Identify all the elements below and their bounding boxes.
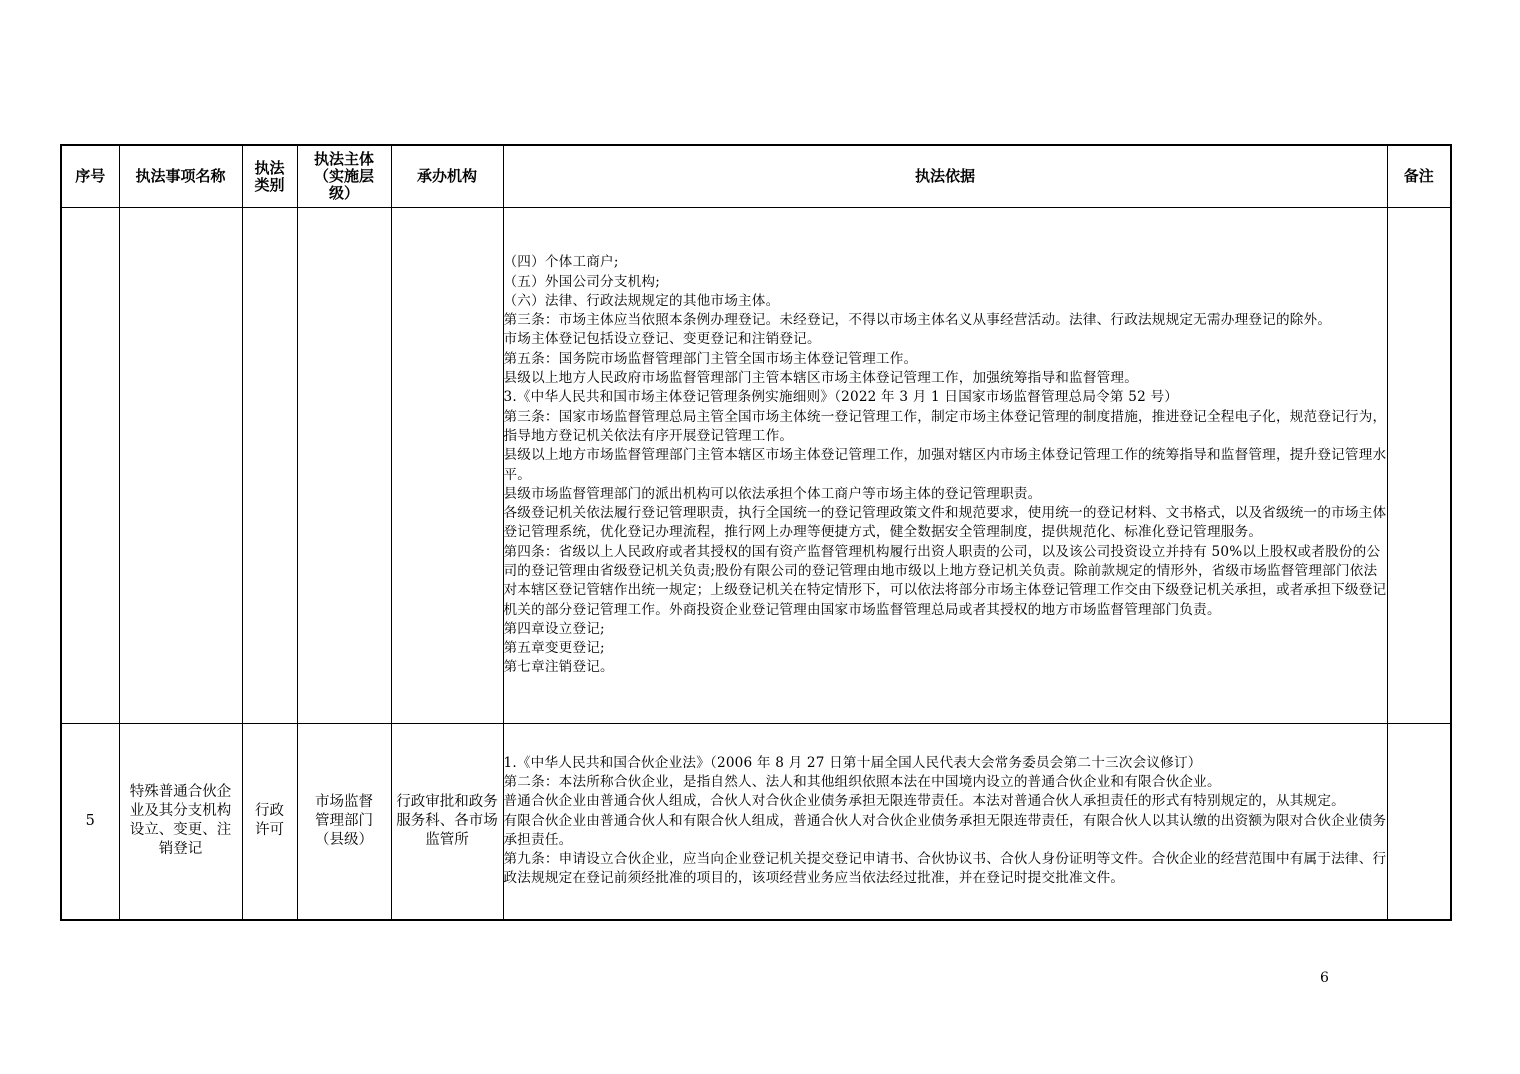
cell-item-name: 特殊普通合伙企业及其分支机构设立、变更、注销登记 (119, 724, 242, 920)
basis-line: 各级登记机关依法履行登记管理职责，执行全国统一的登记管理政策文件和规范要求，使用统一的登记材料、文书格式，以及省级统一的市场主体登记管理系统，优化登记办理流程，推行网上办理等便捷方式，健全数据安全管理制度，提供规范化、标准化登记管理服务。 (503, 505, 1387, 541)
cell-subject: 市场监督管理部门（县级） (297, 724, 391, 920)
basis-line: 有限合伙企业由普通合伙人和有限合伙人组成，普通合伙人对合伙企业债务承担无限连带责任，有限合伙人以其认缴的出资额为限对合伙企业债务承担责任。 (503, 812, 1387, 848)
basis-line: （四）个体工商户; (503, 254, 619, 271)
basis-line: （六）法律、行政法规规定的其他市场主体。 (503, 292, 780, 309)
cell-note (1387, 724, 1451, 920)
cell-basis (503, 208, 1387, 724)
basis-line: 3.《中华人民共和国市场主体登记管理条例实施细则》（2022 年 3 月 1 日国家市场监督管理总局令第 52 号） (503, 389, 1179, 406)
cell-category (242, 208, 297, 724)
basis-line: 第四章设立登记; (503, 620, 605, 637)
header-note: 备注 (1387, 145, 1451, 208)
page-number: 6 (1320, 970, 1329, 986)
basis-line: 县级以上地方人民政府市场监督管理部门主管本辖区市场主体登记管理工作，加强统筹指导和监督管理。 (503, 370, 1139, 387)
header-item-name: 执法事项名称 (119, 145, 242, 208)
header-basis: 执法依据 (503, 145, 1387, 208)
cell-note (1387, 208, 1451, 724)
basis-line: 普通合伙企业由普通合伙人组成，合伙人对合伙企业债务承担无限连带责任。本法对普通合伙人承担责任的形式有特别规定的，从其规定。 (503, 793, 1345, 810)
header-category: 执法类别 (242, 145, 297, 208)
basis-line: 第五条：国务院市场监督管理部门主管全国市场主体登记管理工作。 (503, 350, 918, 367)
header-seq: 序号 (61, 145, 119, 208)
cell-seq (61, 208, 119, 724)
basis-line: 县级以上地方市场监督管理部门主管本辖区市场主体登记管理工作，加强对辖区内市场主体登记管理工作的统筹指导和监督管理，提升登记管理水平。 (503, 447, 1387, 483)
basis-line: 第二条：本法所称合伙企业，是指自然人、法人和其他组织依照本法在中国境内设立的普通合伙企业和有限合伙企业。 (503, 774, 1221, 790)
cell-agency: 行政审批和政务服务科、各市场监管所 (391, 724, 503, 920)
cell-agency (391, 208, 503, 724)
basis-line: 第九条：申请设立合伙企业，应当向企业登记机关提交登记申请书、合伙协议书、合伙人身份证明等文件。合伙企业的经营范围中有属于法律、行政法规规定在登记前须经批准的项目的，该项经营业务应当依法经过批准，并在登记时提交批准文件。 (503, 851, 1387, 887)
enforcement-table (60, 144, 1452, 921)
cell-item-name (119, 208, 242, 724)
table-row (61, 724, 1451, 920)
header-subject: 执法主体（实施层级） (297, 145, 391, 208)
basis-line: 1.《中华人民共和国合伙企业法》（2006 年 8 月 27 日第十届全国人民代表大会常务委员会第二十三次会议修订） (503, 754, 1202, 771)
basis-line: （五）外国公司分支机构; (503, 273, 661, 290)
header-row (61, 145, 1451, 208)
basis-line: 第五章变更登记; (503, 640, 605, 657)
cell-basis (503, 724, 1387, 920)
basis-line: 第七章注销登记。 (503, 659, 614, 676)
basis-line: 市场主体登记包括设立登记、变更登记和注销登记。 (503, 331, 821, 348)
basis-line: 第四条：省级以上人民政府或者其授权的国有资产监督管理机构履行出资人职责的公司，以及该公司投资设立并持有 50%以上股权或者股份的公司的登记管理由省级登记机关负责;股份有限公司的登记管理由地市级以上地方登记机关负责。除前款规定的情形外，省级市场监督管理部门依法对本辖区登记管辖作出统一规定；上级登记机关在特定情形下，可以依法将部分市场主体登记管理工作交由下级登记机关承担，或者承担下级登记机关的部分登记管理工作。外商投资企业登记管理由国家市场监督管理总局或者其授权的地方市场监督管理部门负责。 (503, 543, 1387, 618)
table-row (61, 208, 1451, 724)
basis-line: 第三条：国家市场监督管理总局主管全国市场主体统一登记管理工作，制定市场主体登记管理的制度措施，推进登记全程电子化，规范登记行为，指导地方登记机关依法有序开展登记管理工作。 (503, 408, 1387, 444)
basis-line: 第三条：市场主体应当依照本条例办理登记。未经登记，不得以市场主体名义从事经营活动。法律、行政法规规定无需办理登记的除外。 (503, 312, 1332, 329)
header-agency: 承办机构 (391, 145, 503, 208)
cell-category: 行政许可 (242, 724, 297, 920)
cell-seq: 5 (61, 724, 119, 920)
cell-subject (297, 208, 391, 724)
basis-line: 县级市场监督管理部门的派出机构可以依法承担个体工商户等市场主体的登记管理职责。 (503, 485, 1042, 502)
